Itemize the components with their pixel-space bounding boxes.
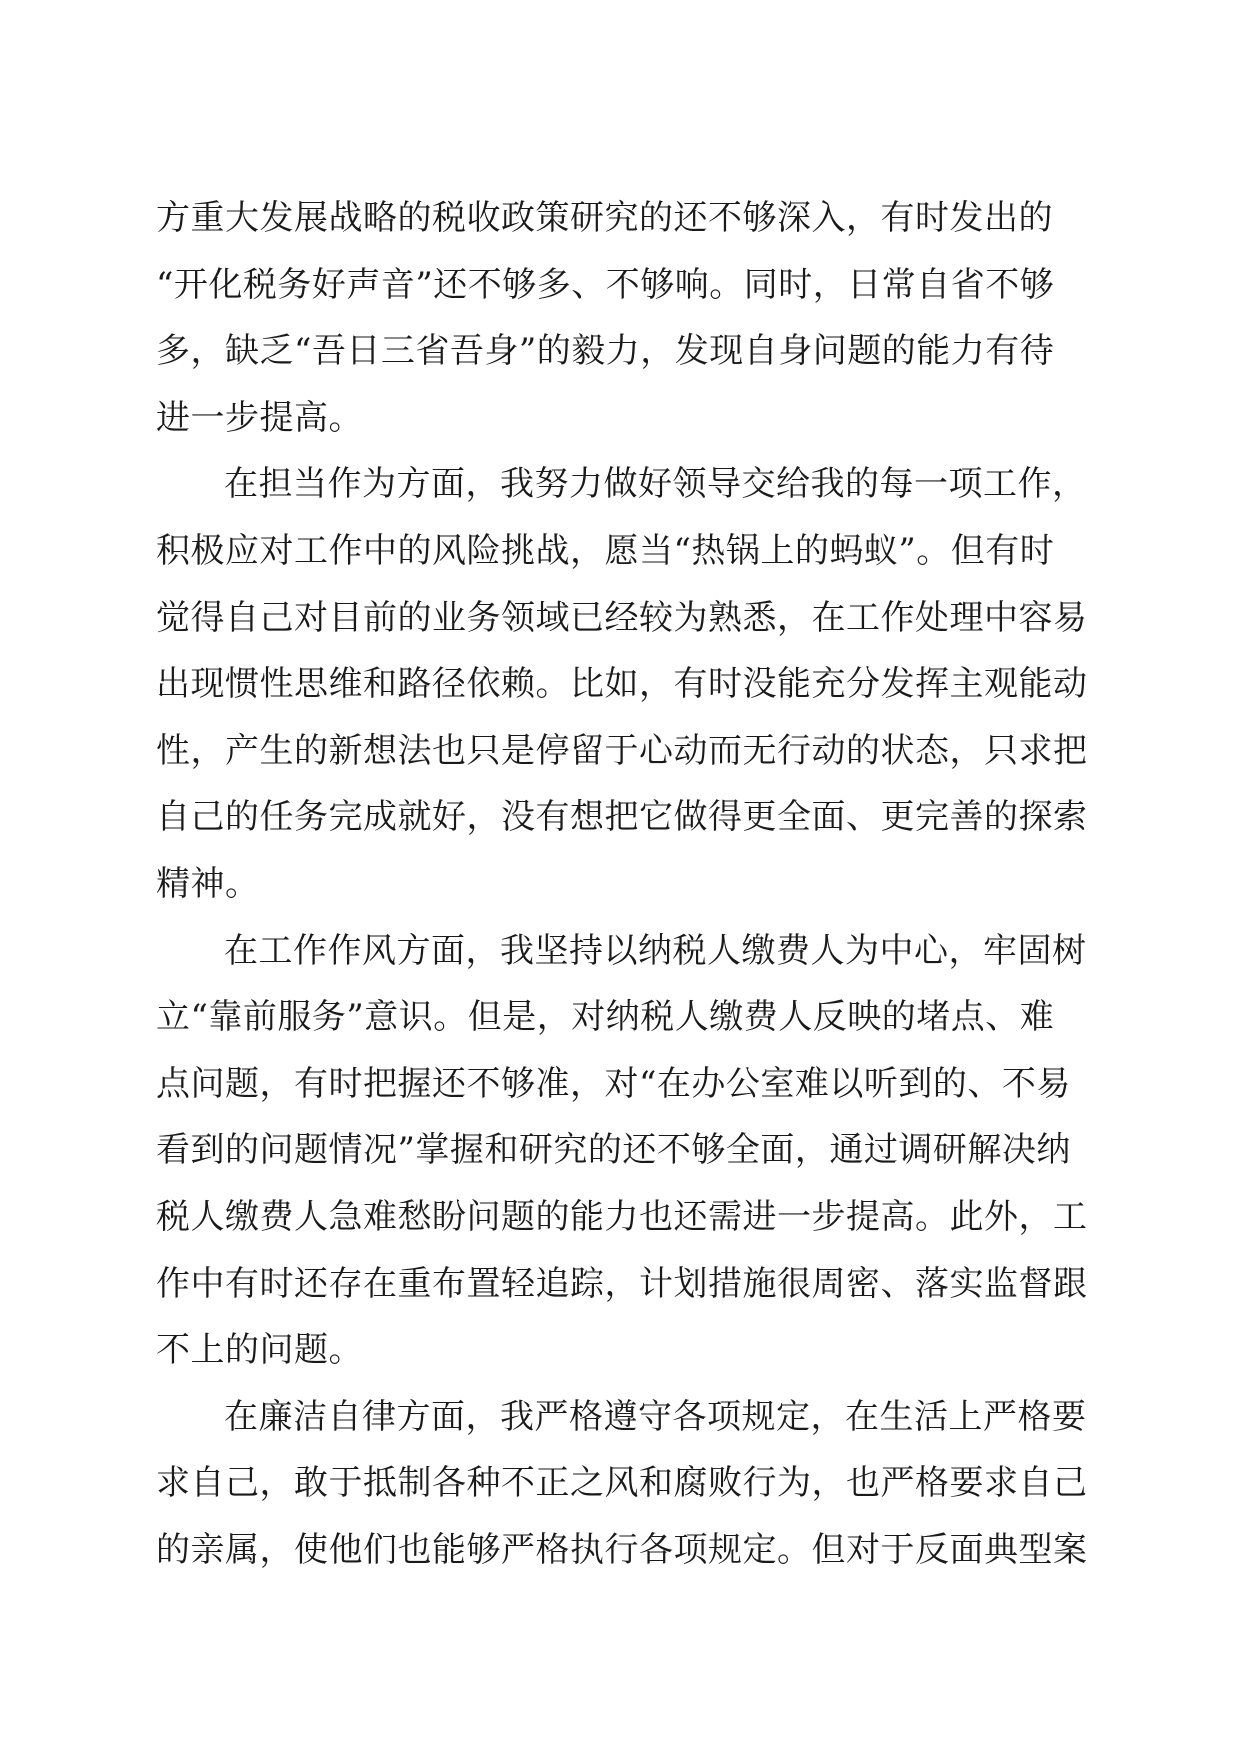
text-line: 自己的任务完成就好，没有想把它做得更全面、更完善的探索 (156, 797, 1088, 838)
document-body (156, 185, 1096, 1583)
text-line: 出现惯性思维和路径依赖。比如，有时没能充分发挥主观能动 (156, 664, 1088, 705)
text-line: 看到的问题情况”掌握和研究的还不够全面，通过调研解决纳 (156, 1130, 1071, 1171)
paragraph-responsibility (156, 451, 1096, 917)
paragraph-research (156, 185, 1096, 451)
text-line: 在担当作为方面，我努力做好领导交给我的每一项工作， (224, 464, 1087, 505)
text-line: 作中有时还存在重布置轻追踪，计划措施很周密、落实监督跟 (156, 1263, 1088, 1304)
text-line: 性，产生的新想法也只是停留于心动而无行动的状态，只求把 (156, 730, 1088, 771)
text-line: 在廉洁自律方面，我严格遵守各项规定，在生活上严格要 (224, 1396, 1087, 1437)
text-line: 觉得自己对目前的业务领域已经较为熟悉，在工作处理中容易 (156, 597, 1088, 638)
text-line: 立“靠前服务”意识。但是，对纳税人缴费人反映的堵点、难 (156, 997, 1055, 1038)
text-line: “开化税务好声音”还不够多、不够响。同时，日常自省不够 (156, 264, 1055, 305)
text-line: 不上的问题。 (156, 1330, 363, 1371)
text-line: 积极应对工作中的风险挑战，愿当“热锅上的蚂蚁”。但有时 (156, 530, 1055, 571)
text-line: 方重大发展战略的税收政策研究的还不够深入，有时发出的 (156, 198, 1053, 238)
text-line: 税人缴费人急难愁盼问题的能力也还需进一步提高。此外，工 (156, 1196, 1088, 1237)
text-line: 进一步提高。 (156, 397, 363, 438)
text-line: 在工作作风方面，我坚持以纳税人缴费人为中心，牢固树 (224, 930, 1087, 971)
text-line: 的亲属，使他们也能够严格执行各项规定。但对于反面典型案 (156, 1529, 1088, 1570)
text-line: 求自己，敢于抵制各种不正之风和腐败行为，也严格要求自己 (156, 1463, 1088, 1504)
text-line: 精神。 (156, 863, 260, 904)
paragraph-work-style (156, 918, 1096, 1384)
text-line: 多，缺乏“吾日三省吾身”的毅力，发现自身问题的能力有待 (156, 331, 1055, 372)
paragraph-integrity (156, 1384, 1096, 1584)
text-line: 点问题，有时把握还不够准，对“在办公室难以听到的、不易 (156, 1063, 1071, 1104)
